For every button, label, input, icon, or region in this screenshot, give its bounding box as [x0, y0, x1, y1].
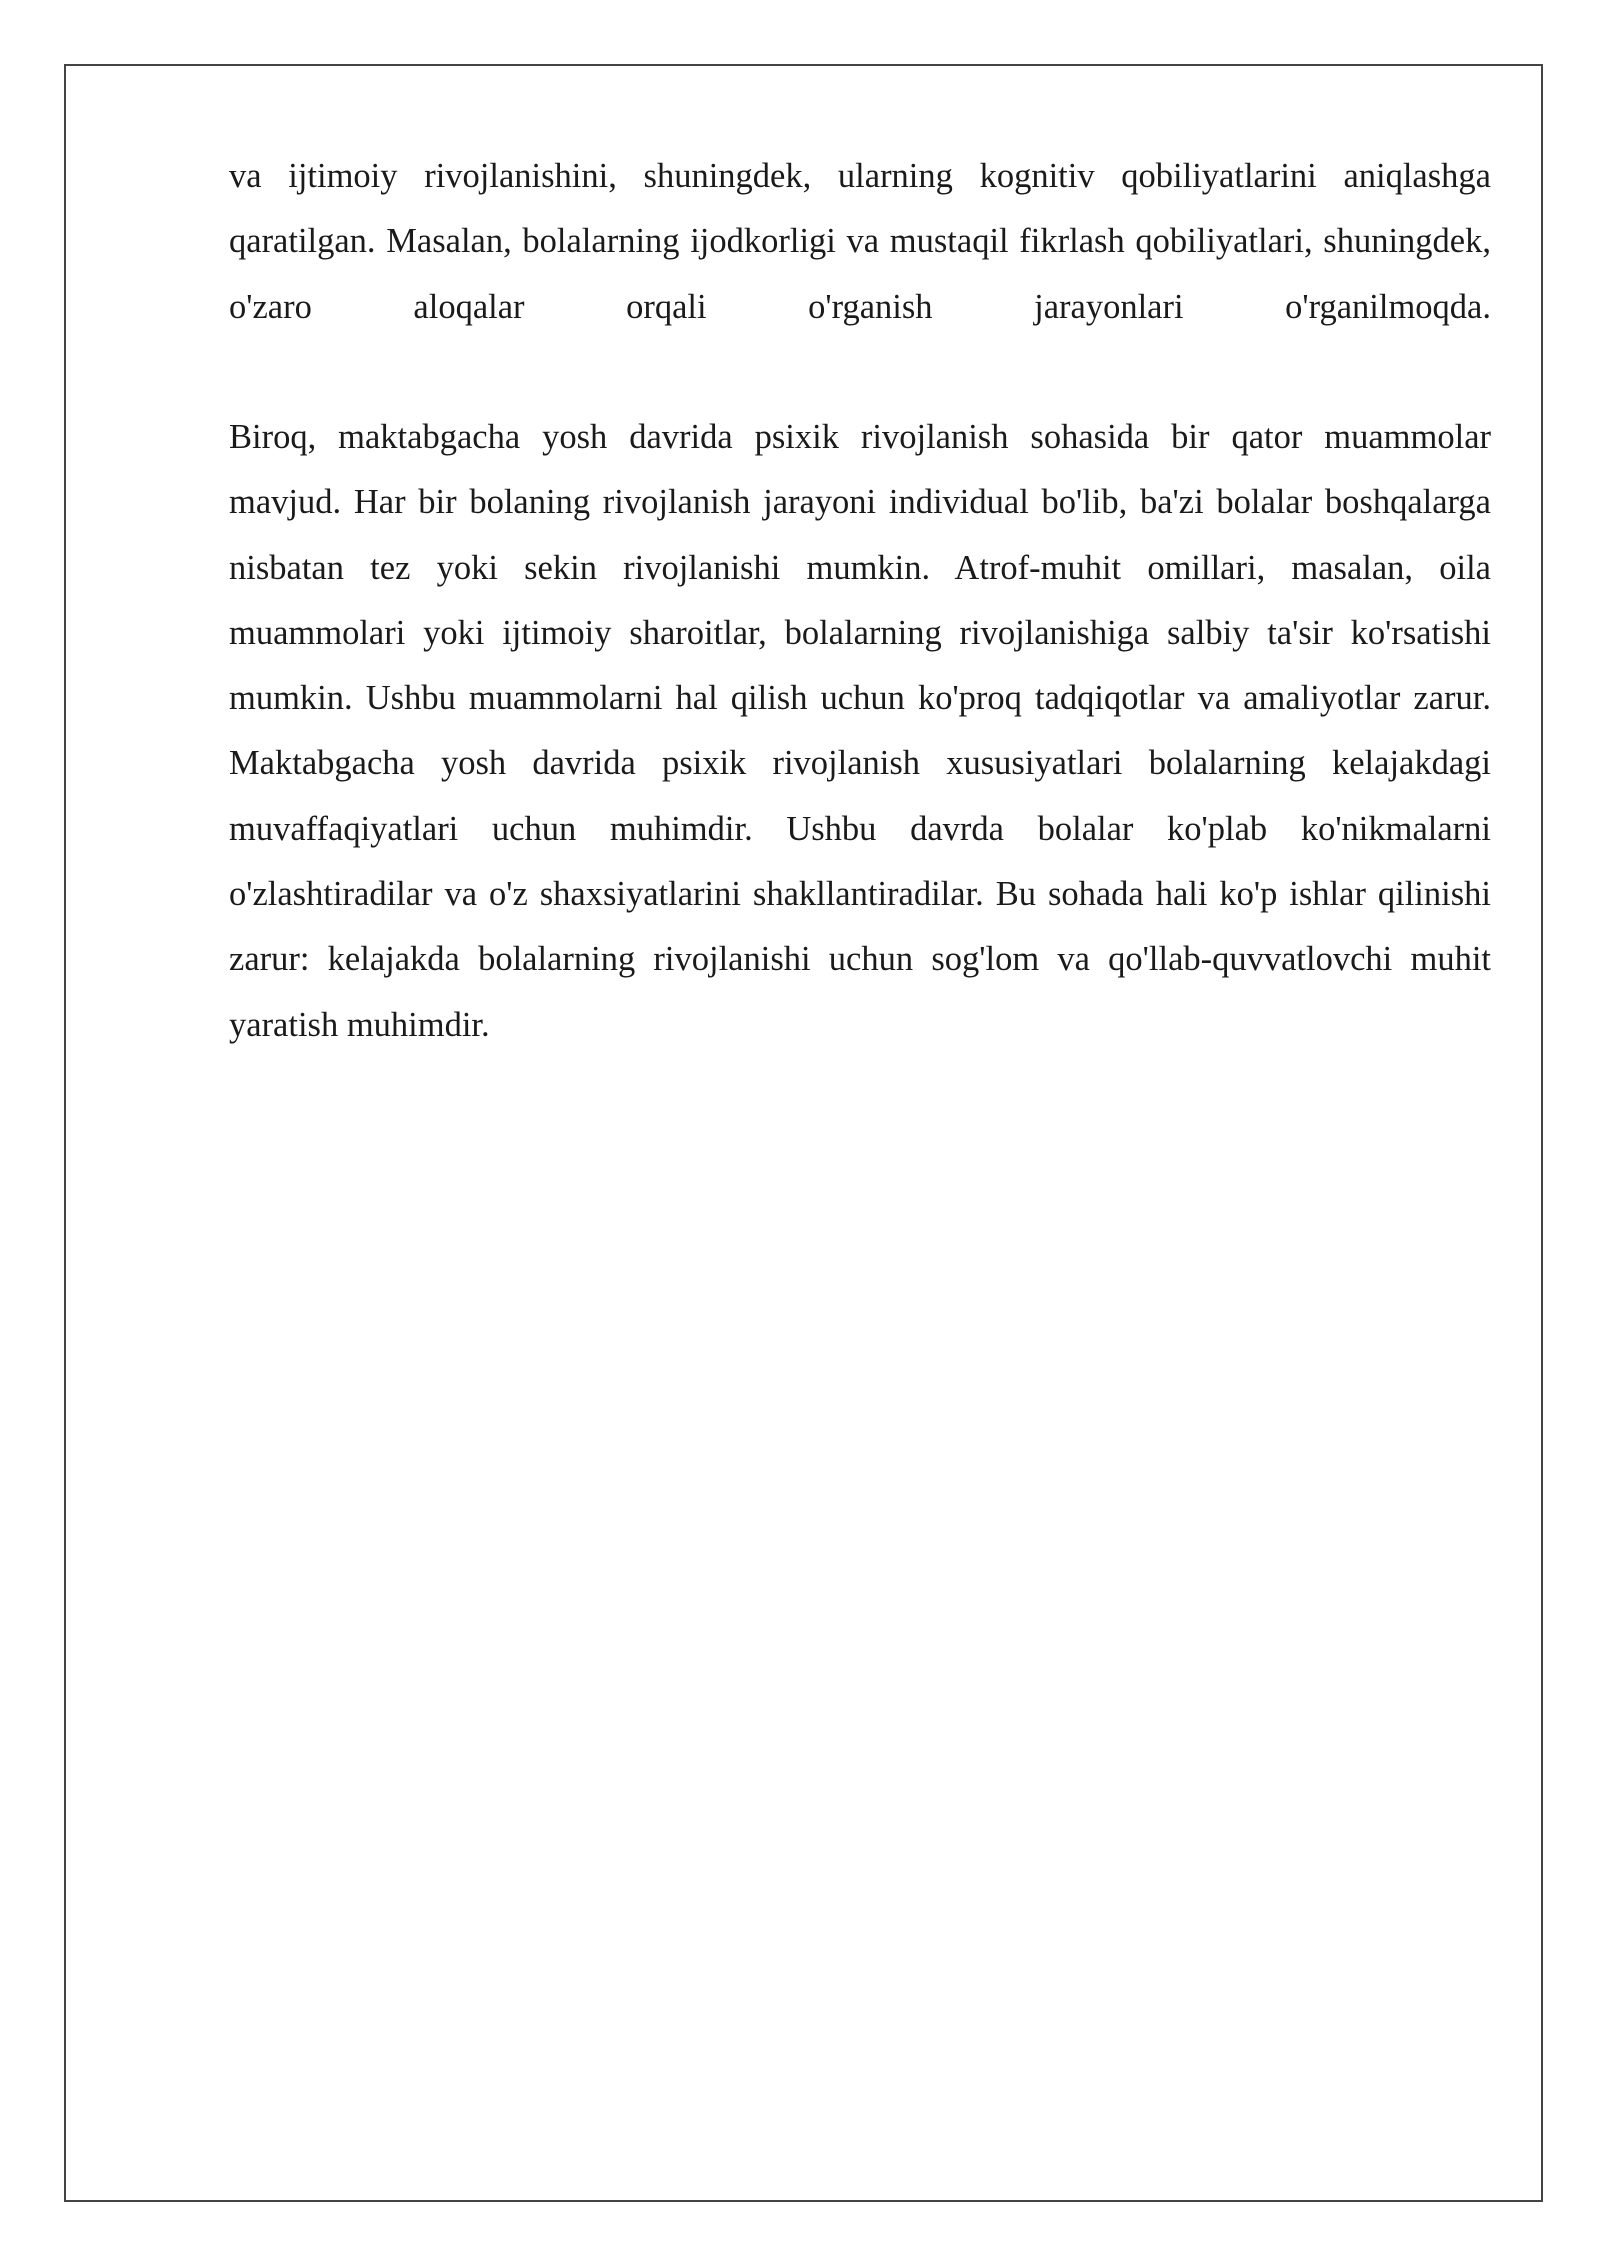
paragraph-1: va ijtimoiy rivojlanishini, shuningdek, ularning kognitiv qobiliyatlarini aniqlashga qaratilgan. Masalan, bolalarning ijodkorligi va mustaqil fikrlash qobiliyatlari, shuningdek, o'zaro aloqalar orqali o'rganish jarayonlari o'rganilmoqda.	[229, 157, 1491, 326]
page-border	[64, 64, 1543, 2202]
paragraph-2: Biroq, maktabgacha yosh davrida psixik rivojlanish sohasida bir qator muammolar mavjud. Har bir bolaning rivojlanish jarayoni individual bo'lib, ba'zi bolalar boshqalarga nisbatan tez yoki sekin rivojlanishi mumkin. Atrof-muhit omillari, masalan, oila muammolari yoki ijtimoiy sharoitlar, bolalarning rivojlanishiga salbiy ta'sir ko'rsatishi mumkin. Ushbu muammolarni hal qilish uchun ko'proq tadqiqotlar va amaliyotlar zarur. Maktabgacha yosh davrida psixik rivojlanish xususiyatlari bolalarning kelajakdagi muvaffaqiyatlari uchun muhimdir. Ushbu davrda bolalar ko'plab ko'nikmalarni o'zlashtiradilar va o'z shaxsiyatlarini shakllantiradilar. Bu sohada hali ko'p ishlar qilinishi zarur: kelajakda bolalarning rivojlanishi uchun sog'lom va qo'llab-quvvatlovchi muhit yaratish muhimdir.	[229, 418, 1491, 1044]
